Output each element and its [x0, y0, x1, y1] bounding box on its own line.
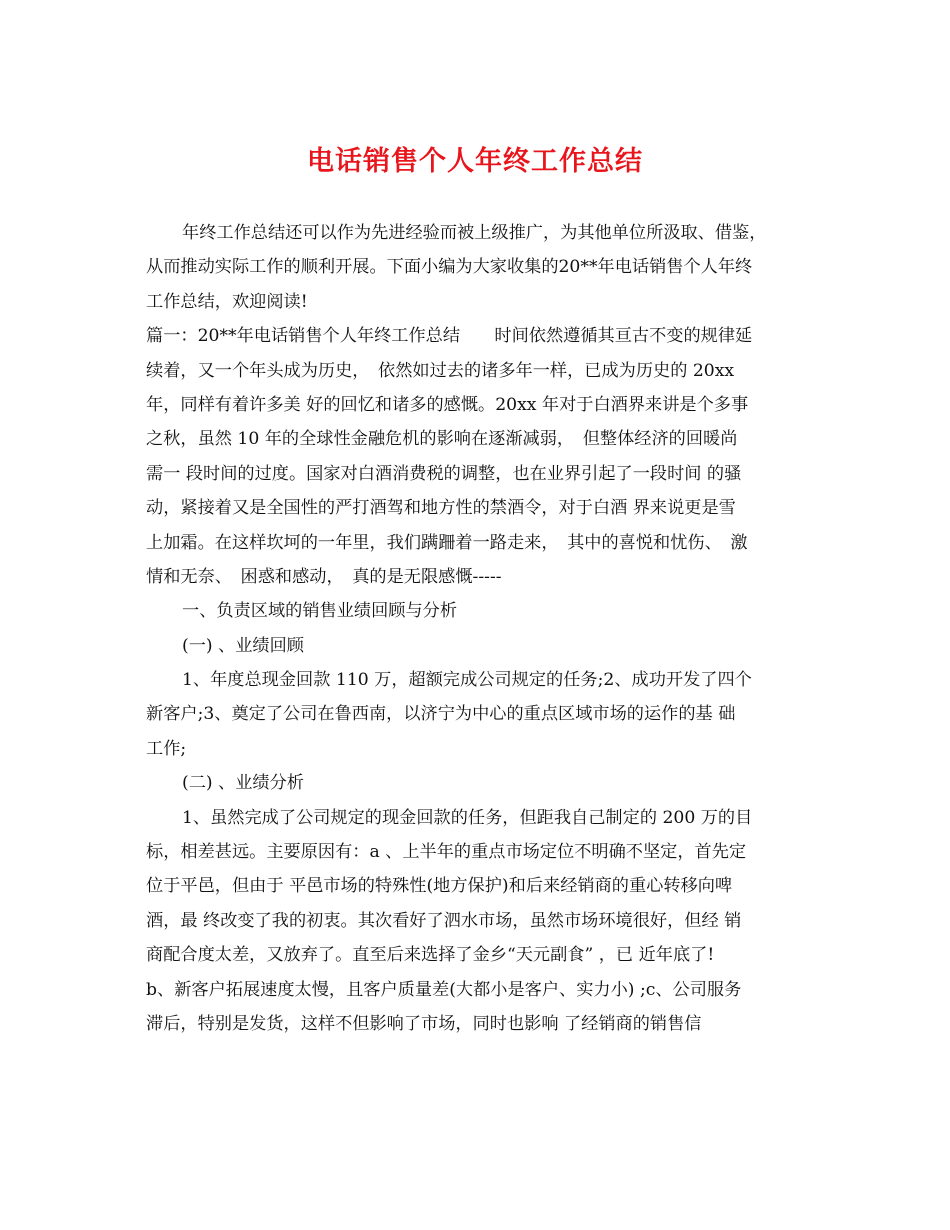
- paragraph-line: 标，相差甚远。主要原因有：a 、上半年的重点市场定位不明确不坚定，首先定: [146, 842, 747, 863]
- paragraph-line: 工作;: [146, 738, 187, 759]
- paragraph-line: b、新客户拓展速度太慢，且客户质量差(大都小是客户、实力小) ;c、公司服务: [146, 979, 742, 1000]
- paragraph-line: 酒，最 终改变了我的初衷。其次看好了泗水市场，虽然市场环境很好，但经 销: [146, 910, 742, 931]
- paragraph-line: (一) 、业绩回顾: [182, 635, 304, 656]
- paragraph-line: 年终工作总结还可以作为先进经验而被上级推广，为其他单位所汲取、借鉴，: [182, 223, 767, 243]
- paragraph-line: 位于平邑，但由于 平邑市场的特殊性(地方保护)和后来经销商的重心转移向啤: [146, 876, 733, 897]
- paragraph-line: 动，紧接着又是全国性的严打酒驾和地方性的禁酒令，对于白酒 界来说更是雪: [146, 498, 736, 519]
- document-title: 电话销售个人年终工作总结: [307, 146, 643, 177]
- paragraph-line: 之秋，虽然 10 年的全球性金融危机的影响在逐渐减弱， 但整体经济的回暖尚: [146, 429, 738, 450]
- paragraph-line: 篇一：20**年电话销售个人年终工作总结 时间依然遵循其亘古不变的规律延: [146, 326, 753, 347]
- paragraph-line: 需一 段时间的过度。国家对白酒消费税的调整，也在业界引起了一段时间 的骚: [146, 463, 742, 484]
- paragraph-line: (二) 、业绩分析: [182, 773, 304, 794]
- paragraph-line: 从而推动实际工作的顺利开展。下面小编为大家收集的20**年电话销售个人年终: [146, 257, 753, 278]
- paragraph-line: 新客户;3、奠定了公司在鲁西南，以济宁为中心的重点区域市场的运作的基 础: [146, 704, 736, 725]
- paragraph-line: 一、负责区域的销售业绩回顾与分析: [182, 601, 458, 622]
- document-body: [146, 216, 808, 1041]
- paragraph-line: 年，同样有着许多美 好的回忆和诸多的感慨。20xx 年对于白酒界来讲是个多事: [146, 394, 749, 415]
- paragraph-line: 1、年度总现金回款 110 万，超额完成公司规定的任务;2、成功开发了四个: [182, 670, 752, 691]
- paragraph-line: 商配合度太差，又放弃了。直至后来选择了金乡“天元副食” ，已 近年底了!: [146, 945, 715, 966]
- paragraph-line: 1、虽然完成了公司规定的现金回款的任务，但距我自己制定的 200 万的目: [182, 807, 753, 828]
- paragraph-line: 续着，又一个年头成为历史， 依然如过去的诸多年一样，已成为历史的 20xx: [146, 360, 735, 381]
- paragraph-line: 情和无奈、 困惑和感动， 真的是无限感慨-----: [146, 566, 502, 587]
- paragraph-line: 上加霜。在这样坎坷的一年里，我们蹒跚着一路走来， 其中的喜悦和忧伤、 激: [146, 532, 748, 553]
- paragraph-line: 工作总结，欢迎阅读!: [146, 291, 308, 312]
- paragraph-line: 滞后，特别是发货，这样不但影响了市场，同时也影响 了经销商的销售信: [146, 1013, 702, 1034]
